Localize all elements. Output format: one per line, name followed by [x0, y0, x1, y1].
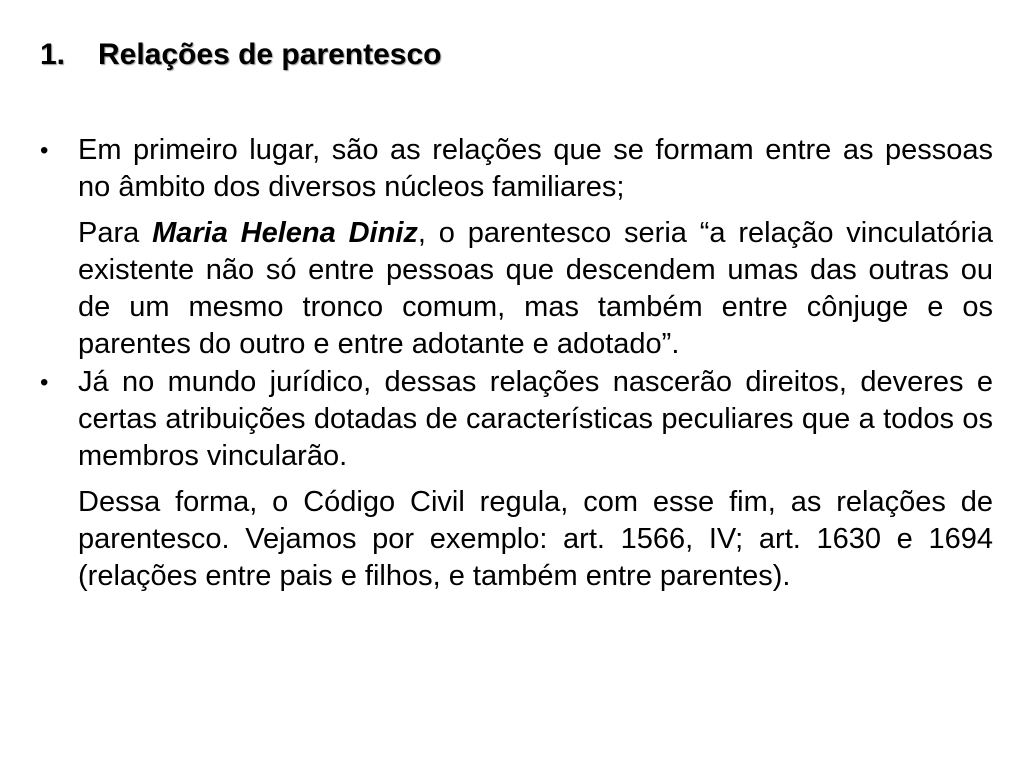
title-number: 1. — [40, 38, 66, 71]
quote-text: , o parentesco seria “a relação vinculatória existente não só entre pessoas que descendem umas das outras ou de um mesmo tronco comum, mas também entre cônjuge e os parentes do outro e entre adotante e adotado”. — [78, 217, 993, 360]
bullet-paragraph-2: • Já no mundo jurídico, dessas relações nascerão direitos, deveres e certas atribuições dotadas de características peculiares que a todos os membros vincularão. — [78, 364, 993, 475]
sub-paragraph-diniz-quote — [78, 215, 993, 363]
bullet-paragraph-1: • Em primeiro lugar, são as relações que se formam entre as pessoas no âmbito dos diversos núcleos familiares; — [78, 132, 993, 206]
title-text: Relações de parentesco — [98, 38, 442, 71]
slide-body — [78, 132, 993, 595]
slide-title — [40, 38, 442, 72]
sub-paragraph-codigo-civil: Dessa forma, o Código Civil regula, com esse fim, as relações de parentesco. Vejamos por exemplo: art. 1566, IV; art. 1630 e 1694 (relações entre pais e filhos, e também entre parentes). — [78, 486, 993, 592]
quote-intro-text: Para — [78, 217, 153, 249]
author-name: Maria Helena Diniz — [152, 217, 418, 249]
